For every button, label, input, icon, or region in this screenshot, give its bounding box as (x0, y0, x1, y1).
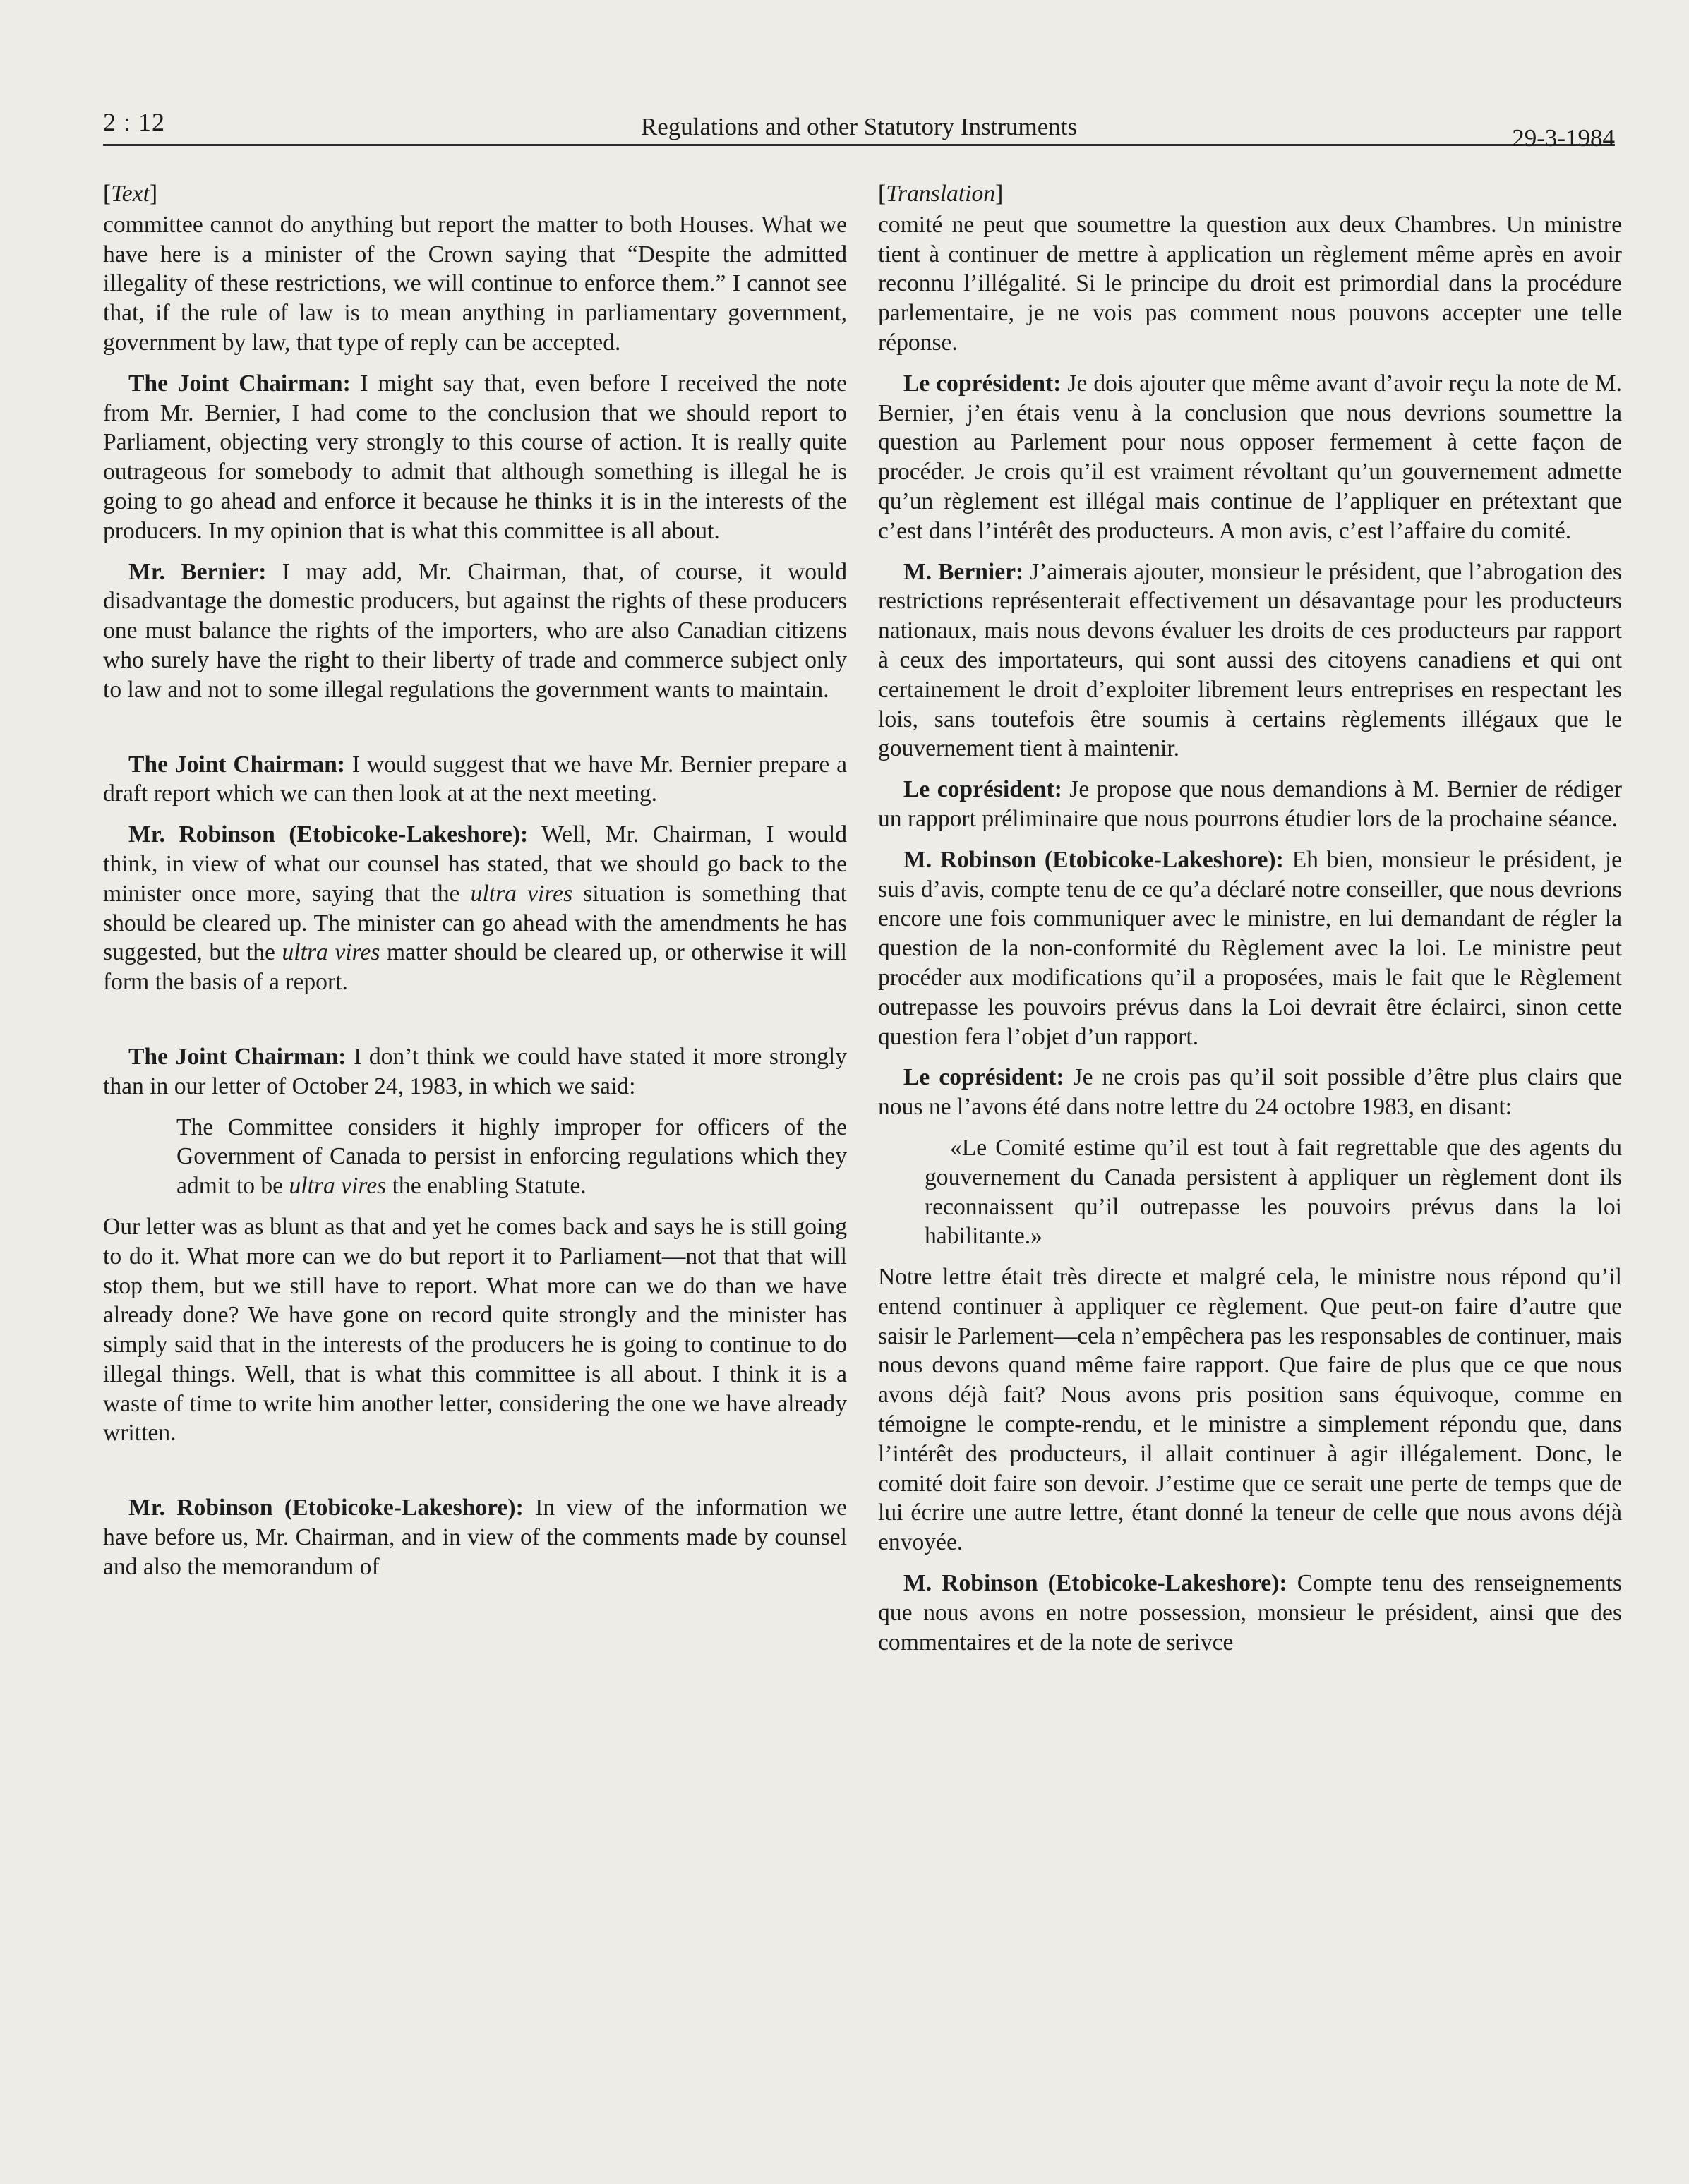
speech-text: Je dois ajouter que même avant d’avoir reçu la note de M. Bernier, j’en étais venu à la conclusion que nous devrions soumettre la question au Parlement pour nous opposer fermement à cette façon de procéder. Je crois qu’il est vraiment révoltant qu’un gouvernement admette qu’un règlement est illégal mais continue de l’appliquer en prétextant que c’est dans l’intérêt des producteurs. A mon avis, c’est l’affaire du comité. (878, 370, 1623, 544)
speaker-name: The Joint Chairman: (128, 370, 351, 397)
speech-text: J’aimerais ajouter, monsieur le président, que l’abrogation des restrictions représenterait effectivement un désavantage pour les producteurs nationaux, mais nous devons évaluer les droits de ces producteurs par rapport à ceux des importateurs, qui sont aussi des citoyens canadiens et qui ont certainement le droit d’exploiter librement leurs entreprises en respectant les lois, sans toutefois être soumis à certains règlements illégaux que le gouvernement tient à maintenir. (878, 558, 1623, 762)
page-header (103, 104, 1615, 152)
paragraph-continued-2: Notre lettre était très directe et malgré cela, le ministre nous répond qu’il entend continuer à appliquer ce règlement. Que peut-on faire d’autre que saisir le Parlement—cela n’empêchera pas les responsables de continuer, mais nous devons quand même faire rapport. Que faire de plus que ce que nous avons déjà fait? Nous avons pris position sans équivoque, comme en témoigne le compte-rendu, et le ministre a simplement répondu que, dans l’intérêt des producteurs, il allait continuer à agir illégalement. Donc, le comité doit faire son devoir. J’estime que ce serait une perte de temps que de lui écrire une autre lettre, étant donné la teneur de celle que nous avons déjà envoyée. (878, 1264, 1622, 1556)
text-tag: [Text] (103, 181, 158, 207)
speaker-name: Le coprésident: (903, 1064, 1064, 1091)
speech-text: Je ne crois pas qu’il soit possible d’être plus clairs que nous ne l’avons été dans notre lettre du 24 octobre 1983, en disant: (878, 1064, 1622, 1121)
speaker-name: The Joint Chairman: (128, 1043, 347, 1070)
speech-text: matter should be cleared up, or otherwise it will form the basis of a report. (103, 939, 848, 996)
speech-text: situation is something that should be cleared up. The minister can go ahead with the amendments he has suggested, but the (103, 880, 847, 966)
speech-text: Well, Mr. Chairman, I would think, in view of what our counsel has stated, that we should go back to the minister once more, saying that the (103, 821, 847, 907)
paragraph-robinson-1 (878, 845, 1622, 1052)
speaker-name: Mr. Bernier: (128, 558, 267, 585)
speech-text: In view of the information we have before us, Mr. Chairman, and in view of the comments made by counsel and also the memorandum of (103, 1495, 847, 1580)
paragraph-bernier (878, 557, 1622, 764)
english-column (103, 179, 847, 1593)
paragraph-robinson-1 (103, 820, 847, 997)
paragraph-copresident-1 (878, 369, 1622, 546)
text-tag-label: Text (111, 181, 150, 207)
paragraph-robinson-2 (103, 1493, 847, 1581)
translation-tag: [Translation] (878, 181, 1004, 207)
paragraph-joint-chairman-3 (103, 1042, 847, 1102)
paragraph-continued-2: Our letter was as blunt as that and yet he comes back and says he is still going to do it. What more can we do but report it to Parliament—not that that will stop them, but we still have to report. What more can we do than we have already done? We have gone on record quite strongly and the minister has simply said that in the interests of the producers he is going to continue to do illegal things. Well, that is what this committee is all about. I think it is a waste of time to write him another letter, considering the one we have already written. (103, 1213, 847, 1447)
page-number: 2 : 12 (103, 108, 166, 136)
speech-text: Compte tenu des renseignements que nous avons en notre possession, monsieur le président, ainsi que des commentaires et de la note de serivce (878, 1570, 1622, 1655)
french-column (878, 179, 1622, 1668)
paragraph-bernier (103, 557, 847, 705)
sitting-date: 29-3-1984 (1512, 124, 1615, 152)
speaker-name: Mr. Robinson (Etobicoke-Lakeshore): (128, 1495, 524, 1521)
block-quote: «Le Comité estime qu’il est tout à fait regrettable que des agents du gouvernement du Canada persistent à appliquer un règlement dont ils reconnaissent qu’il outrepasse les pouvoirs prévus dans la loi habilitante.» (925, 1134, 1622, 1250)
speaker-name: Mr. Robinson (Etobicoke-Lakeshore): (128, 821, 529, 848)
speaker-name: M. Robinson (Etobicoke-Lakeshore): (903, 846, 1284, 873)
speaker-name: M. Bernier: (903, 558, 1024, 585)
latin-term: ultra vires (470, 880, 573, 907)
paragraph-joint-chairman-2 (103, 750, 847, 809)
paragraph-joint-chairman-1 (103, 369, 847, 546)
paragraph-continued: committee cannot do anything but report the matter to both Houses. What we have here is a minister of the Crown saying that “Despite the admitted illegality of these restrictions, we will continue to enforce them.” I cannot see that, if the rule of law is to mean anything in parliamentary government, government by law, that type of reply can be accepted. (103, 211, 847, 356)
speech-text: I don’t think we could have stated it more strongly than in our letter of October 24, 1983, in which we said: (103, 1043, 847, 1099)
quote-text: the enabling Statute. (386, 1173, 587, 1200)
speaker-name: Le coprésident: (903, 776, 1062, 803)
speech-text: I may add, Mr. Chairman, that, of course, it would disadvantage the domestic producers, but against the rights of these producers one must balance the rights of the importers, who are also Canadian citizens who surely have the right to their liberty of trade and commerce subject only to law and not to some illegal regulations the government wants to maintain. (103, 558, 847, 703)
speaker-name: Le coprésident: (903, 370, 1062, 397)
block-quote (103, 1113, 847, 1201)
speech-text: I might say that, even before I received the note from Mr. Bernier, I had come to the conclusion that we should report to Parliament, objecting very strongly to this course of action. It is really quite outrageous for somebody to admit that although something is illegal he is going to go ahead and enforce it because he thinks it is in the interests of the producers. In my opinion that is what this committee is all about. (103, 370, 848, 544)
latin-term: ultra vires (289, 1173, 387, 1200)
paragraph-copresident-3 (878, 1063, 1622, 1122)
paragraph-robinson-2 (878, 1569, 1622, 1657)
paragraph-continued: comité ne peut que soumettre la question aux deux Chambres. Un ministre tient à continuer de mettre à application un règlement même après en avoir reconnu l’illégalité. Si le principe du droit est primordial dans la procédure parlementaire, je ne vois pas comment nous pouvons accepter une telle réponse. (878, 211, 1622, 356)
translation-tag-label: Translation (886, 181, 996, 207)
speech-text: I would suggest that we have Mr. Bernier prepare a draft report which we can then look at at the next meeting. (103, 751, 847, 807)
quote-text: The Committee considers it highly improper for officers of the Government of Canada to persist in enforcing regulations which they admit to be (176, 1114, 847, 1200)
paragraph-copresident-2 (878, 775, 1622, 834)
latin-term: ultra vires (282, 939, 380, 966)
running-title: Regulations and other Statutory Instruments (640, 113, 1078, 140)
speech-text: Eh bien, monsieur le président, je suis d’avis, compte tenu de ce qu’a déclaré notre conseiller, que nous devrions encore une fois communiquer avec le ministre, en lui demandant de régler la question de la non-conformité du Règlement avec la loi. Le ministre peut procéder aux modifications qu’il a proposées, mais le fait que le Règlement outrepasse les pouvoirs prévus dans la Loi devrait être éclairci, sinon cette question fera l’objet d’un rapport. (878, 846, 1622, 1050)
speech-text: Je propose que nous demandions à M. Bernier de rédiger un rapport préliminaire que nous pourrons étudier lors de la prochaine séance. (878, 776, 1622, 832)
speaker-name: M. Robinson (Etobicoke-Lakeshore): (903, 1570, 1287, 1597)
speaker-name: The Joint Chairman: (128, 751, 345, 778)
